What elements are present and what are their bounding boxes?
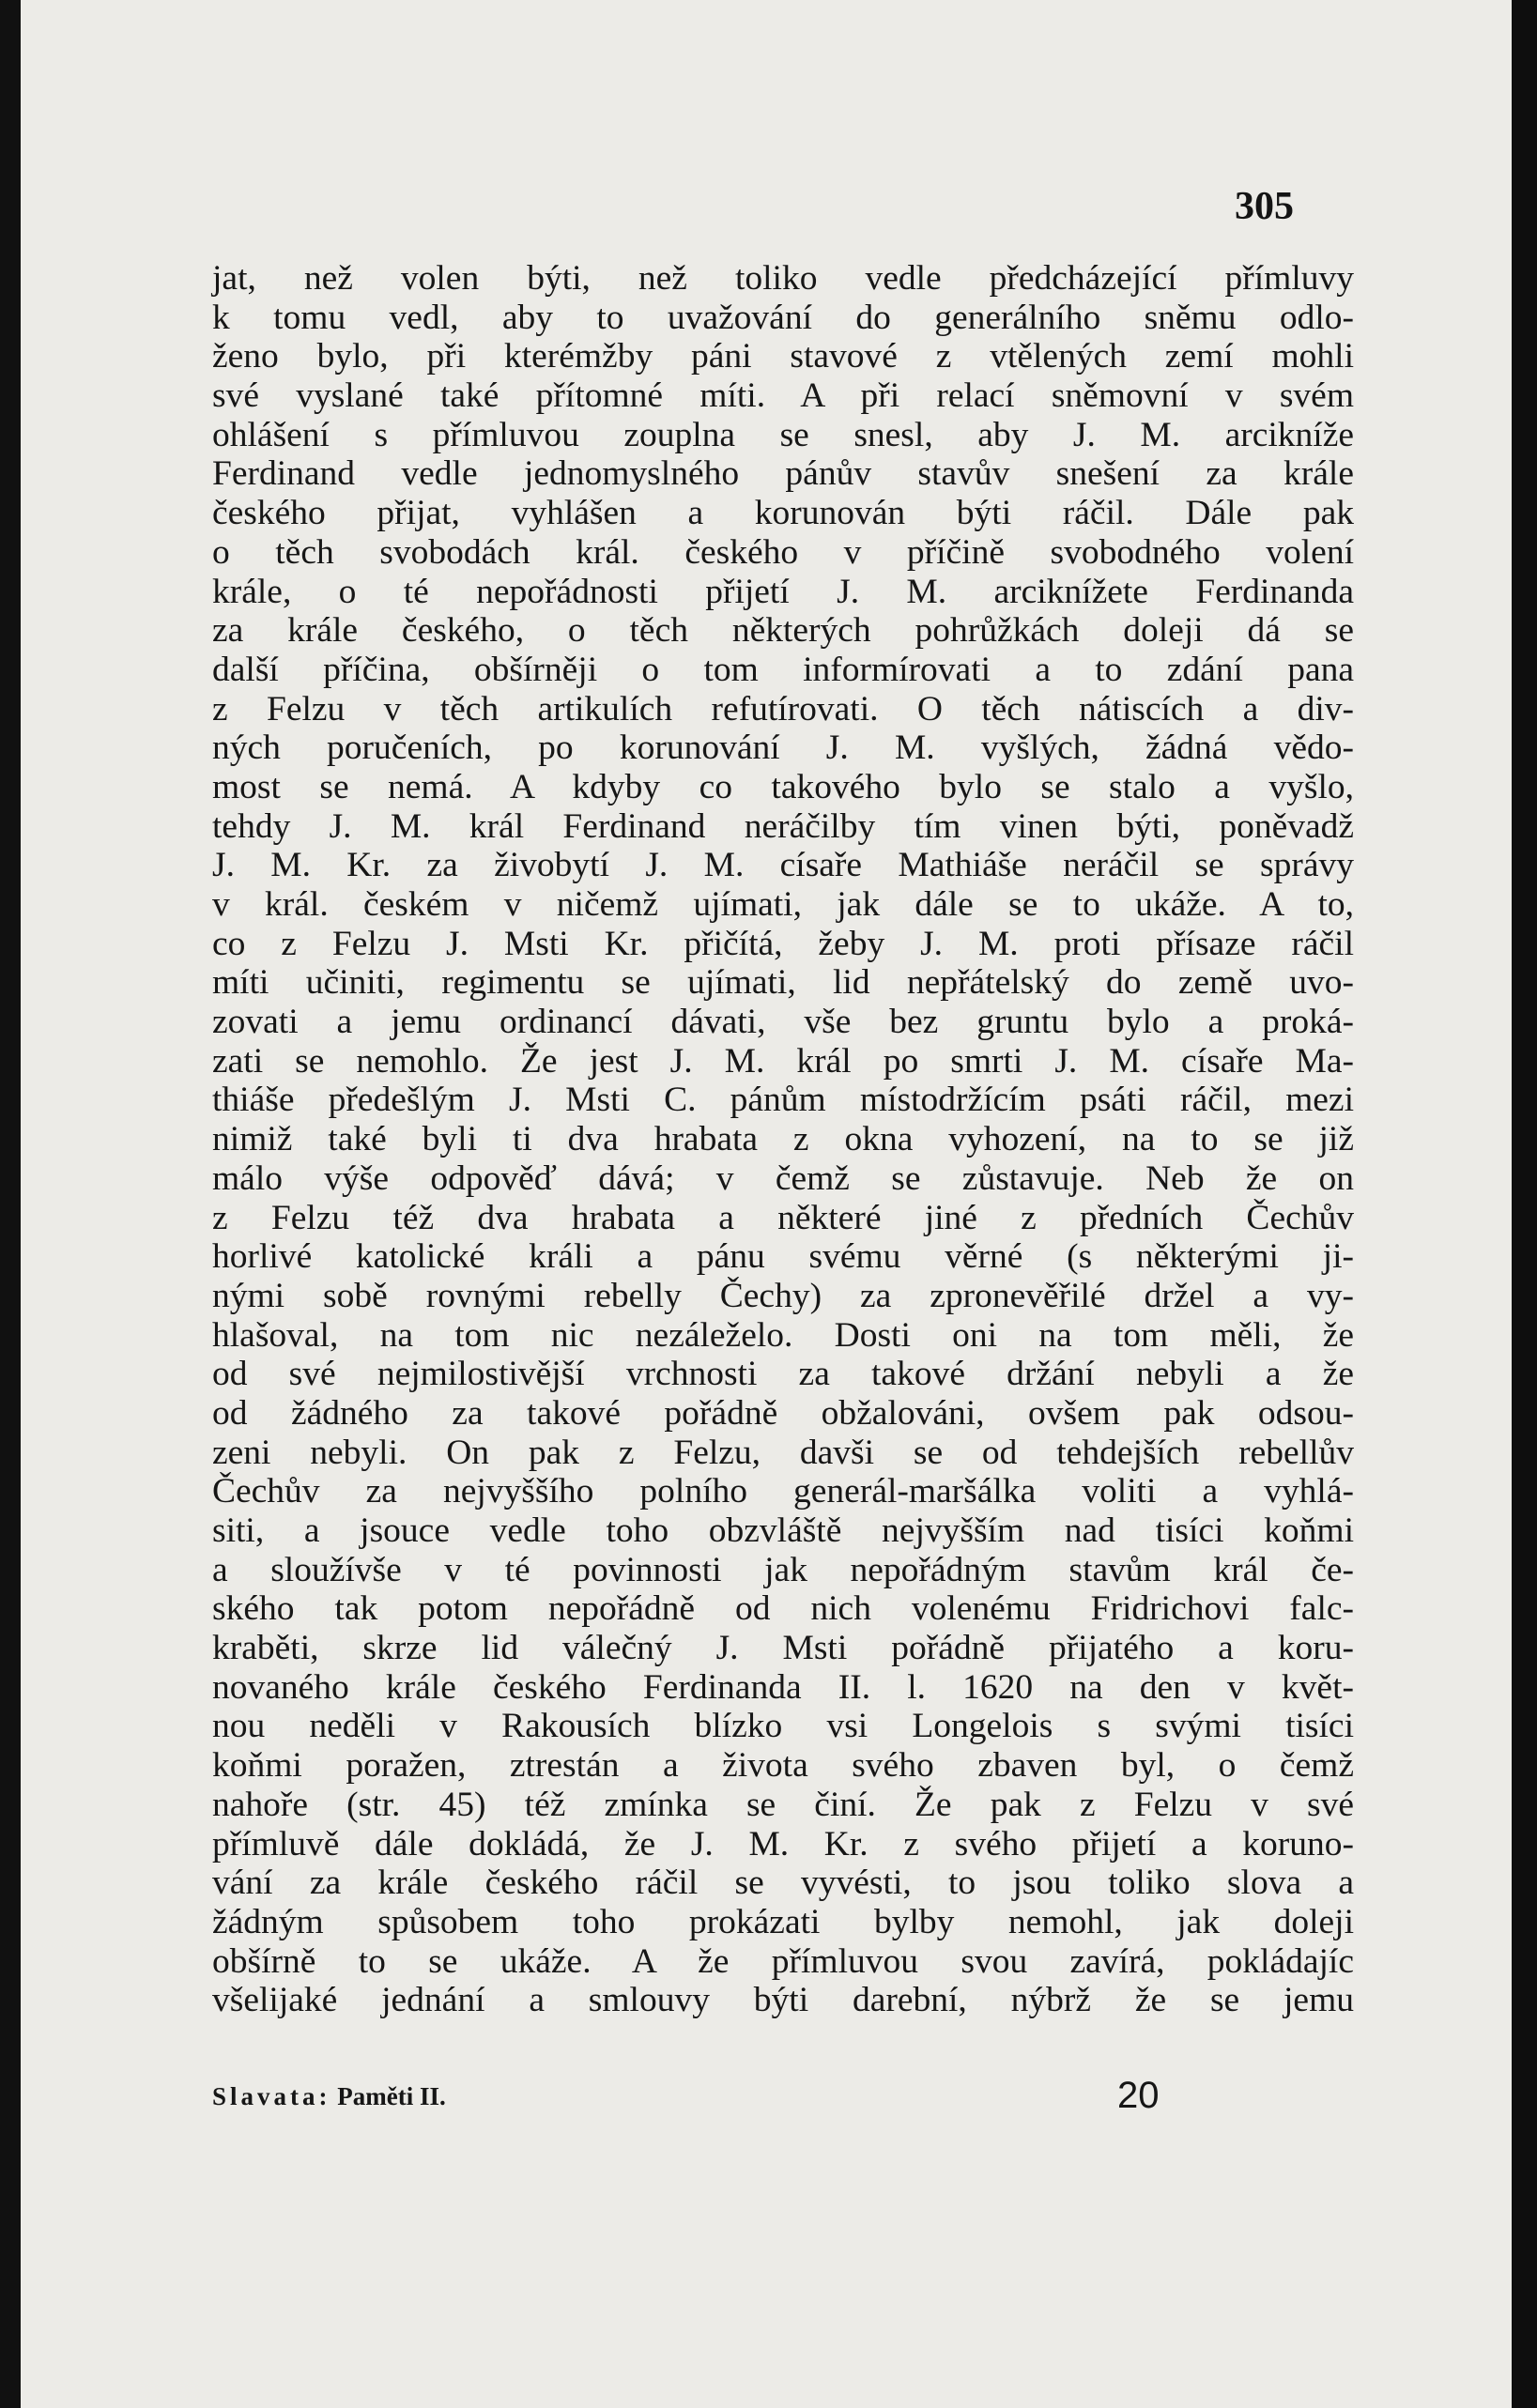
text-line: most se nemá. A kdyby co takového bylo se stalo a vyšlo, [212, 767, 1354, 806]
book-page [21, 0, 1512, 2408]
text-line: tehdy J. M. král Ferdinand neráčilby tím vinen býti, poněvadž [212, 806, 1354, 846]
text-line: z Felzu v těch artikulích refutírovati. O těch nátiscích a div- [212, 689, 1354, 729]
text-line: siti, a jsouce vedle toho obzvláště nejvyšším nad tisíci koňmi [212, 1511, 1354, 1550]
page-number: 305 [1235, 185, 1294, 228]
text-line: Čechův za nejvyššího polního generál-maršálka voliti a vyhlá- [212, 1472, 1354, 1511]
text-line: žádným spůsobem toho prokázati bylby nemohl, jak doleji [212, 1902, 1354, 1941]
text-line: od žádného za takové pořádně obžalováni, ovšem pak odsou- [212, 1393, 1354, 1433]
text-line: ných poručeních, po korunování J. M. vyšlých, žádná vědo- [212, 729, 1354, 768]
footer-author: Slavata: [212, 2082, 331, 2110]
scan-left-edge [0, 0, 21, 2408]
text-line: nými sobě rovnými rebelly Čechy) za zpronevěřilé držel a vy- [212, 1276, 1354, 1315]
text-line: obšírně to se ukáže. A že přímluvou svou zavírá, pokládajíc [212, 1941, 1354, 1981]
text-line: nou neděli v Rakousích blízko vsi Longelois s svými tisíci [212, 1707, 1354, 1746]
text-line: jat, než volen býti, než toliko vedle předcházející přímluvy [212, 259, 1354, 298]
text-line: v král. českém v ničemž ujímati, jak dále se to ukáže. A to, [212, 885, 1354, 924]
text-line: zovati a jemu ordinancí dávati, vše bez gruntu bylo a proká- [212, 1003, 1354, 1042]
text-line: za krále českého, o těch některých pohrůžkách doleji dá se [212, 611, 1354, 651]
text-line: míti učiniti, regimentu se ujímati, lid nepřátelský do země uvo- [212, 963, 1354, 1003]
body-text [212, 259, 1354, 2020]
text-line: své vyslané také přítomné míti. A při relací sněmovní v svém [212, 376, 1354, 416]
text-line: k tomu vedl, aby to uvažování do generálního sněmu odlo- [212, 298, 1354, 337]
footer-book-title [212, 2082, 446, 2111]
text-line: hlašoval, na tom nic nezáleželo. Dosti oni na tom měli, že [212, 1315, 1354, 1355]
text-line: horlivé katolické králi a pánu svému věrné (s některými ji- [212, 1237, 1354, 1277]
text-line: a sloužívše v té povinnosti jak nepořádným stavům král če- [212, 1550, 1354, 1589]
text-line: nimiž také byli ti dva hrabata z okna vyhození, na to se již [212, 1120, 1354, 1159]
text-line: českého přijat, vyhlášen a korunován býti ráčil. Dále pak [212, 494, 1354, 533]
text-line: Ferdinand vedle jednomyslného pánův stavův snešení za krále [212, 454, 1354, 494]
signature-mark: 20 [1117, 2075, 1160, 2116]
text-line: z Felzu též dva hrabata a některé jiné z předních Čechův [212, 1198, 1354, 1237]
text-line: zati se nemohlo. Že jest J. M. král po smrti J. M. císaře Ma- [212, 1041, 1354, 1081]
text-line: kraběti, skrze lid válečný J. Msti pořádně přijatého a koru- [212, 1629, 1354, 1668]
text-line: další příčina, obšírněji o tom informírovati a to zdání pana [212, 650, 1354, 689]
text-line: ského tak potom nepořádně od nich volenému Fridrichovi falc- [212, 1589, 1354, 1629]
text-line: málo výše odpověď dává; v čemž se zůstavuje. Neb že on [212, 1158, 1354, 1198]
text-line: nahoře (str. 45) též zmínka se činí. Že pak z Felzu v své [212, 1785, 1354, 1824]
text-line: thiáše předešlým J. Msti C. pánům místodržícím psáti ráčil, mezi [212, 1081, 1354, 1120]
text-line: o těch svobodách král. českého v příčině svobodného volení [212, 532, 1354, 572]
text-line: od své nejmilostivější vrchnosti za takové držání nebyli a že [212, 1355, 1354, 1394]
text-line: krále, o té nepořádnosti přijetí J. M. arciknížete Ferdinanda [212, 572, 1354, 611]
text-line: zeni nebyli. On pak z Felzu, davši se od tehdejších rebellův [212, 1433, 1354, 1472]
text-line: co z Felzu J. Msti Kr. přičítá, žeby J. M. proti přísaze ráčil [212, 924, 1354, 963]
scan-right-edge [1512, 0, 1537, 2408]
text-line: novaného krále českého Ferdinanda II. l. 1620 na den v květ- [212, 1667, 1354, 1707]
text-line: ženo bylo, při kterémžby páni stavové z vtělených zemí mohli [212, 337, 1354, 376]
text-line: vání za krále českého ráčil se vyvésti, to jsou toliko slova a [212, 1864, 1354, 1903]
text-line: ohlášení s přímluvou zouplna se snesl, aby J. M. arcikníže [212, 415, 1354, 454]
text-line: J. M. Kr. za živobytí J. M. císaře Mathiáše neráčil se správy [212, 846, 1354, 885]
text-line: koňmi poražen, ztrestán a života svého zbaven byl, o čemž [212, 1746, 1354, 1786]
text-line: všelijaké jednání a smlouvy býti darební, nýbrž že se jemu [212, 1981, 1354, 2020]
text-line: přímluvě dále dokládá, že J. M. Kr. z svého přijetí a koruno- [212, 1824, 1354, 1864]
footer-title: Paměti II. [337, 2082, 446, 2110]
